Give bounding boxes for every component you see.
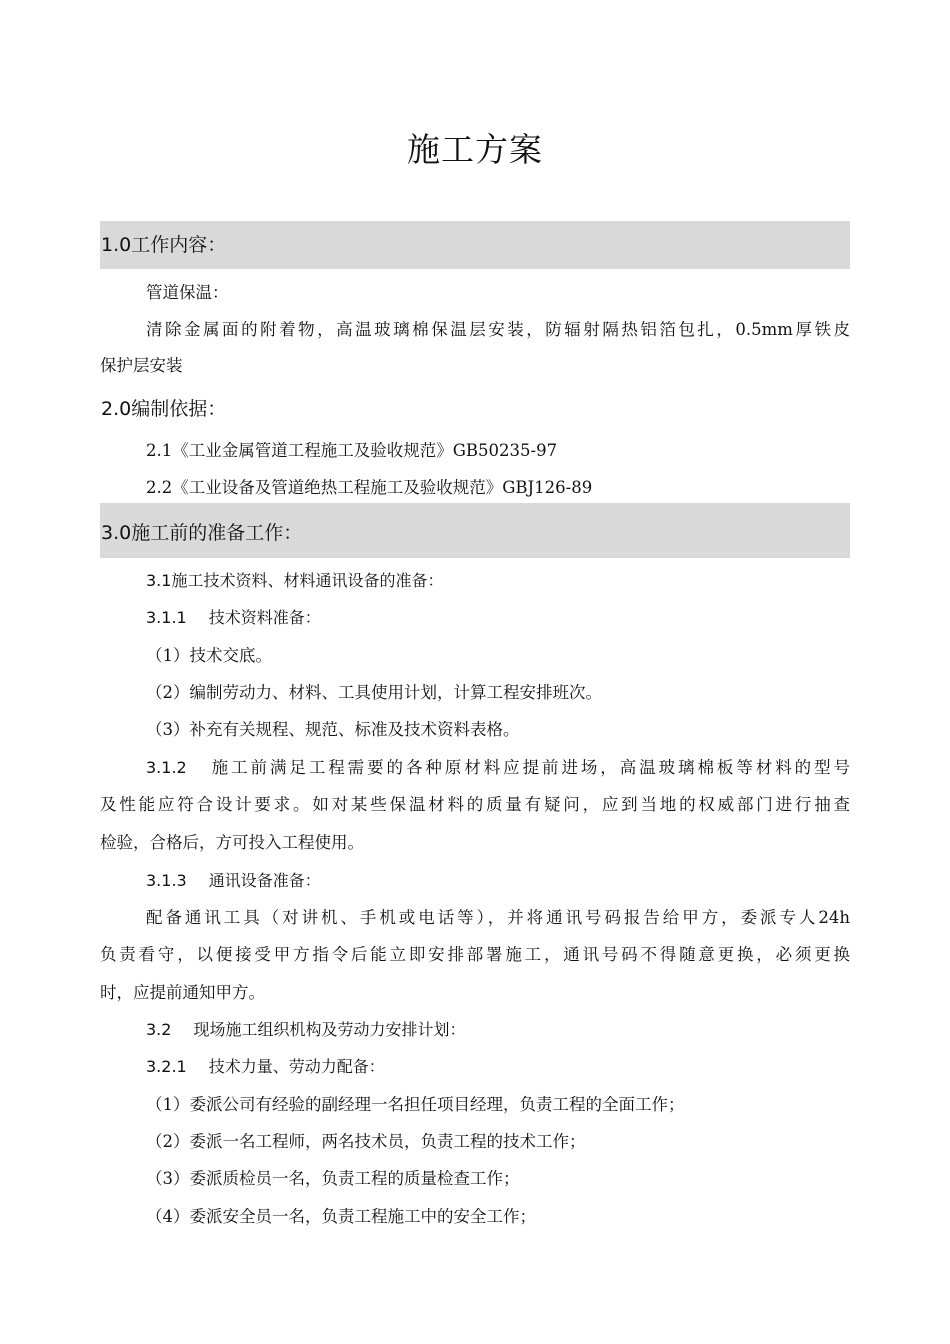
list-item: （1）技术交底。 [146, 646, 272, 665]
section-1-heading: 1.0工作内容： [101, 234, 227, 256]
subsection-3-2-1-number: 3.2.1 [146, 1057, 187, 1076]
section-2-item-1: 2.1《工业金属管道工程施工及验收规范》GB50235-97 [146, 441, 558, 460]
subsection-3-1-3-text: 通讯设备准备： [208, 871, 321, 890]
subsection-3-2-number: 3.2 [146, 1020, 172, 1039]
list-item: （3）委派质检员一名，负责工程的质量检查工作； [146, 1169, 520, 1188]
section-1-paragraph-line-1: 清除金属面的附着物，高温玻璃棉保温层安装，防辐射隔热铝箔包扎，0.5mm厚铁皮 [146, 320, 850, 339]
paragraph-3-1-2-line-1 [100, 756, 850, 780]
paragraph-3-1-2-line-3: 检验，合格后，方可投入工程使用。 [100, 833, 364, 852]
paragraph-3-1-3-line-2: 负责看守，以便接受甲方指令后能立即安排部署施工，通讯号码不得随意更换，必须更换 [100, 945, 850, 964]
paragraph-3-1-2-text: 施工前满足工程需要的各种原材料应提前进场，高温玻璃棉板等材料的型号 [208, 758, 850, 777]
list-item: （4）委派安全员一名，负责工程施工中的安全工作； [146, 1207, 536, 1226]
section-2-heading: 2.0编制依据： [101, 398, 227, 420]
paragraph-3-1-2-line-2: 及性能应符合设计要求。如对某些保温材料的质量有疑问，应到当地的权威部门进行抽查 [100, 795, 850, 814]
section-2-item-2: 2.2《工业设备及管道绝热工程施工及验收规范》GBJ126-89 [146, 478, 593, 497]
subsection-3-2-heading [146, 1018, 465, 1042]
page-title: 施工方案 [407, 130, 543, 169]
list-item: （1）委派公司有经验的副经理一名担任项目经理，负责工程的全面工作； [146, 1095, 685, 1114]
section-3-heading: 3.0施工前的准备工作： [101, 522, 303, 544]
list-item: （2）委派一名工程师，两名技术员，负责工程的技术工作； [146, 1132, 586, 1151]
subsection-3-1-1-text: 技术资料准备： [208, 608, 321, 627]
subsection-3-2-text: 现场施工组织机构及劳动力安排计划： [193, 1020, 466, 1039]
subsection-3-1-1-number: 3.1.1 [146, 608, 187, 627]
section-1-label: 管道保温： [146, 283, 229, 302]
subsection-3-2-1-heading [146, 1055, 385, 1079]
subsection-3-1-heading: 3.1施工技术资料、材料通讯设备的准备： [146, 571, 444, 590]
subsection-3-1-3-heading [146, 869, 321, 893]
subsection-3-1-3-number: 3.1.3 [146, 871, 187, 890]
list-item: （2）编制劳动力、材料、工具使用计划，计算工程安排班次。 [146, 683, 602, 702]
subsection-3-1-1-heading [146, 606, 321, 630]
subsection-3-2-1-text: 技术力量、劳动力配备： [208, 1057, 385, 1076]
section-1-paragraph-line-2: 保护层安装 [100, 356, 183, 375]
list-item: （3）补充有关规程、规范、标准及技术资料表格。 [146, 720, 520, 739]
paragraph-3-1-3-line-1: 配备通讯工具（对讲机、手机或电话等），并将通讯号码报告给甲方，委派专人24h [146, 908, 850, 927]
paragraph-3-1-2-number: 3.1.2 [146, 758, 187, 777]
paragraph-3-1-3-line-3: 时，应提前通知甲方。 [100, 983, 265, 1002]
